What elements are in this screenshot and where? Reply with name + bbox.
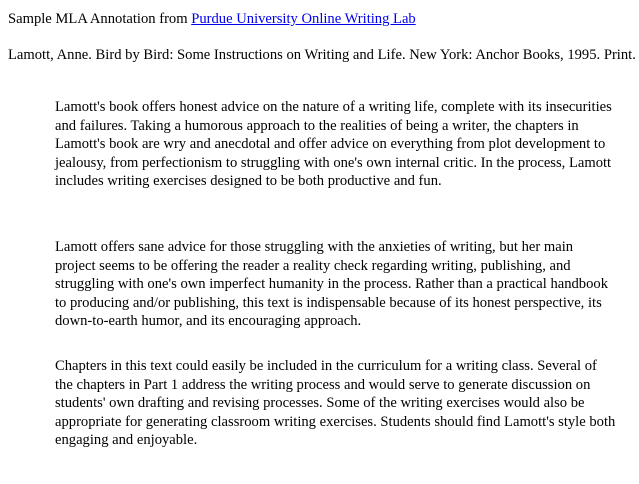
- page-header: [8, 10, 416, 29]
- annotation-paragraph-2: Lamott offers sane advice for those struggling with the anxieties of writing, but her main project seems to be offering the reader a reality check regarding writing, publishing, and struggling with one's own imperfect humanity in the process. Rather than a practical handbook to producing and/or publishing, this text is indispensable because of its honest perspective, its down-to-earth humor, and its encouraging approach.: [55, 239, 608, 329]
- owl-link[interactable]: Purdue University Online Writing Lab: [191, 11, 416, 27]
- mla-citation: Lamott, Anne. Bird by Bird: Some Instructions on Writing and Life. New York: Anchor Books, 1995. Print.: [8, 47, 636, 63]
- header-prefix: Sample MLA Annotation from: [8, 11, 192, 27]
- annotation-paragraph-3: Chapters in this text could easily be included in the curriculum for a writing class. Several of the chapters in Part 1 address the writing process and would serve to generate discussion on students' own drafting and revising processes. Some of the writing exercises would also be appropriate for generating classroom writing exercises. Students should find Lamott's style both engaging and enjoyable.: [55, 358, 616, 448]
- annotation-paragraph-1: Lamott's book offers honest advice on the nature of a writing life, complete with its insecurities and failures. Taking a humorous approach to the realities of being a writer, the chapters in Lamott's book are wry and anecdotal and offer advice on everything from plot development to jealousy, from perfectionism to struggling with one's own internal critic. In the process, Lamott includes writing exercises designed to be both productive and fun.: [55, 99, 612, 189]
